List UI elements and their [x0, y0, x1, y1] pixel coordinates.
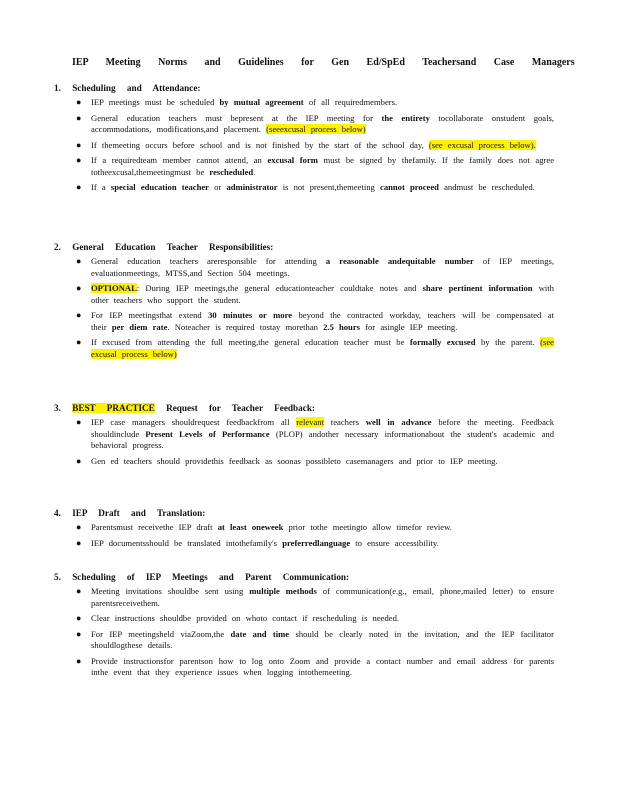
bullet-dot-icon: ●	[76, 455, 82, 466]
bullet-text: For IEP meetingsheld viaZoom,the	[91, 628, 231, 639]
bullet-text: If a requiredteam member cannot attend, an	[91, 155, 268, 165]
section-number: 4.	[54, 508, 61, 518]
bullet-text: of communication(e.g., email, phone,mailed letter) to ensure parentsreceivethem.	[91, 586, 554, 608]
bullet-text: .	[253, 166, 256, 177]
bullet-dot-icon: ●	[76, 112, 82, 123]
section-title: IEP Draft and Translation:	[72, 508, 206, 518]
bullet-dot-icon: ●	[76, 337, 82, 347]
document-title: IEP Meeting Norms and Guidelines for Gen Ed/SpEd Teachersand Case Managers	[72, 57, 575, 68]
bullet-bold-text: share pertinent information	[422, 283, 533, 293]
highlighted-text: (see excusal process below)	[91, 337, 554, 359]
best-practice-label: BEST PRACTICE	[72, 403, 155, 413]
bullet-text: General education teachers areresponsible for attending	[91, 256, 326, 266]
bullet-dot-icon: ●	[76, 628, 82, 639]
section-heading	[54, 572, 574, 582]
bullet-text: General education teachers must bepresent at the IEP meeting for	[91, 112, 382, 123]
bullet-text: IEP meetings must be scheduled	[91, 97, 220, 107]
bullet-item	[54, 456, 554, 468]
bullet-item	[54, 182, 554, 194]
bullet-bold-text: date and time	[230, 628, 290, 639]
bullet-item	[54, 522, 554, 534]
bullet-text: to ensure accessibility.	[350, 537, 439, 548]
bullet-text: must be signed by thefamily. If the family does not agree totheexcusal,themeetingmust be	[91, 155, 555, 177]
section-heading	[54, 403, 574, 413]
section-number: 3.	[54, 403, 61, 413]
bullet-text: before the meeting. Feedback shouldinclude	[91, 417, 555, 439]
bullet-list	[54, 417, 574, 467]
bullet-text: Parentsmust receivethe IEP draft	[91, 522, 218, 532]
bullet-bold-text: special education teacher	[110, 182, 209, 192]
bullet-text: Meeting invitations shouldbe sent using	[91, 586, 250, 596]
bullet-text: : During IEP meetings,the general educationteacher couldtake notes and	[136, 283, 423, 293]
section-scheduling-attendance	[54, 83, 574, 194]
bullet-text: beyond the contracted workday, teachers will be compensated at their	[91, 310, 554, 332]
bullet-text: should be clearly noted in the invitation, and the IEP facilitator shouldlogthese details.	[91, 628, 554, 650]
bullet-item	[54, 310, 554, 333]
bullet-item	[54, 97, 554, 109]
bullet-text: (PLOP) andother necessary informationabout the student's academic and behavioral progress.	[91, 428, 555, 450]
section-heading	[54, 508, 574, 518]
bullet-item	[54, 586, 554, 609]
bullet-text: prior tothe meetingto allow timefor review.	[283, 522, 452, 532]
bullet-dot-icon: ●	[76, 310, 82, 320]
bullet-item	[54, 113, 554, 136]
bullet-dot-icon: ●	[76, 139, 82, 150]
bullet-text: andmust be rescheduled.	[438, 182, 535, 192]
bullet-text: Provide instructionsfor parentson how to log onto Zoom and provide a contact number and email address for parents inthe event that they experience issues when logging intothemeeting.	[91, 655, 554, 677]
bullet-item	[54, 337, 554, 360]
bullet-text: If a	[91, 182, 111, 192]
bullet-item	[54, 417, 554, 452]
section-title: Scheduling and Attendance:	[72, 83, 201, 93]
section-title: Scheduling of IEP Meetings and Parent Communication:	[72, 572, 350, 582]
bullet-dot-icon: ●	[76, 283, 82, 293]
bullet-item	[54, 155, 554, 178]
bullet-dot-icon: ●	[76, 522, 82, 532]
bullet-text: Clear instructions shouldbe provided on whoto contact if rescheduling is needed.	[91, 613, 400, 623]
bullet-text: . Noteacher is required tostay morethan	[167, 321, 324, 332]
bullet-bold-text: the entirety	[381, 112, 430, 123]
bullet-dot-icon: ●	[76, 586, 82, 596]
section-number: 5.	[54, 572, 61, 582]
bullet-dot-icon: ●	[76, 182, 82, 192]
bullet-dot-icon: ●	[76, 155, 82, 165]
bullet-item	[54, 629, 554, 652]
section-number: 1.	[54, 83, 61, 93]
bullet-list	[54, 586, 574, 679]
bullet-item	[54, 538, 554, 550]
bullet-text: is not present,themeeting	[277, 182, 380, 192]
bullet-list	[54, 256, 574, 360]
section-heading	[54, 242, 574, 252]
bullet-dot-icon: ●	[76, 655, 82, 666]
section-gen-ed-responsibilities	[54, 242, 574, 360]
bullet-text: by the parent.	[475, 337, 541, 347]
bullet-bold-text: by mutual agreement	[219, 97, 304, 107]
bullet-text: of all requiredmembers.	[303, 97, 398, 107]
bullet-text: or	[208, 182, 227, 192]
bullet-text: Gen ed teachers should providethis feedback as soonas possibleto casemanagers and prior to IEP meeting.	[91, 455, 498, 466]
bullet-text: For IEP meetingsthat extend	[91, 310, 209, 320]
bullet-dot-icon: ●	[76, 417, 82, 427]
bullet-text: for asingle IEP meeting.	[360, 321, 458, 332]
highlighted-text: OPTIONAL	[91, 283, 137, 293]
section-heading	[54, 83, 574, 93]
bullet-text: If excused from attending the full meeting,the general education teacher must be	[91, 337, 410, 347]
bullet-dot-icon: ●	[76, 537, 82, 548]
bullet-bold-text: a reasonable andequitable number	[325, 256, 474, 266]
bullet-item	[54, 140, 554, 152]
highlighted-text: (seeexcusal process below)	[266, 124, 366, 134]
bullet-item	[54, 656, 554, 679]
bullet-item	[54, 256, 554, 279]
bullet-bold-text: well in advance	[365, 417, 432, 427]
bullet-item	[54, 283, 554, 306]
section-number: 2.	[54, 242, 61, 252]
bullet-list	[54, 522, 574, 549]
bullet-bold-text: 2.5 hours	[323, 321, 360, 332]
bullet-text: If themeeting occurs before school and is not finished by the start of the school day,	[91, 139, 429, 150]
bullet-dot-icon: ●	[76, 256, 82, 266]
bullet-text: teachers	[323, 417, 366, 427]
bullet-text: with other teachers who support the student.	[91, 283, 554, 305]
bullet-bold-text: excusal form	[267, 155, 318, 165]
bullet-bold-text: per diem rate	[111, 321, 168, 332]
bullet-bold-text: cannot proceed	[380, 182, 439, 192]
bullet-dot-icon: ●	[76, 613, 82, 623]
bullet-bold-text: at least oneweek	[217, 522, 284, 532]
bullet-text: of IEP meetings, evaluationmeetings, MTSS,and Section 504 meetings.	[91, 256, 554, 278]
section-teacher-feedback	[54, 403, 574, 467]
section-title: General Education Teacher Responsibilities:	[72, 242, 274, 252]
bullet-text: IEP case managers shouldrequest feedbackfrom all	[91, 417, 297, 427]
bullet-bold-text: 30 minutes or more	[208, 310, 293, 320]
section-scheduling-parent-communication	[54, 572, 574, 679]
bullet-bold-text: Present Levels of Performance	[145, 428, 270, 439]
bullet-bold-text: rescheduled	[209, 166, 254, 177]
bullet-bold-text: preferredlanguage	[282, 537, 351, 548]
section-title: Request for Teacher Feedback:	[166, 403, 315, 413]
bullet-item	[54, 613, 554, 625]
section-iep-draft-translation	[54, 508, 574, 549]
bullet-list	[54, 97, 574, 194]
bullet-bold-text: formally excused	[409, 337, 476, 347]
highlighted-text: relevant	[296, 417, 324, 427]
bullet-bold-text: administrator	[226, 182, 278, 192]
bullet-bold-text: multiple methods	[249, 586, 317, 596]
bullet-dot-icon: ●	[76, 97, 82, 107]
bullet-text: IEP documentsshould be translated intothefamily's	[91, 537, 283, 548]
bullet-text: tocollaborate onstudent goals, accommodations, modifications,and placement.	[91, 112, 554, 134]
highlighted-text: (see excusal process below).	[428, 139, 536, 150]
